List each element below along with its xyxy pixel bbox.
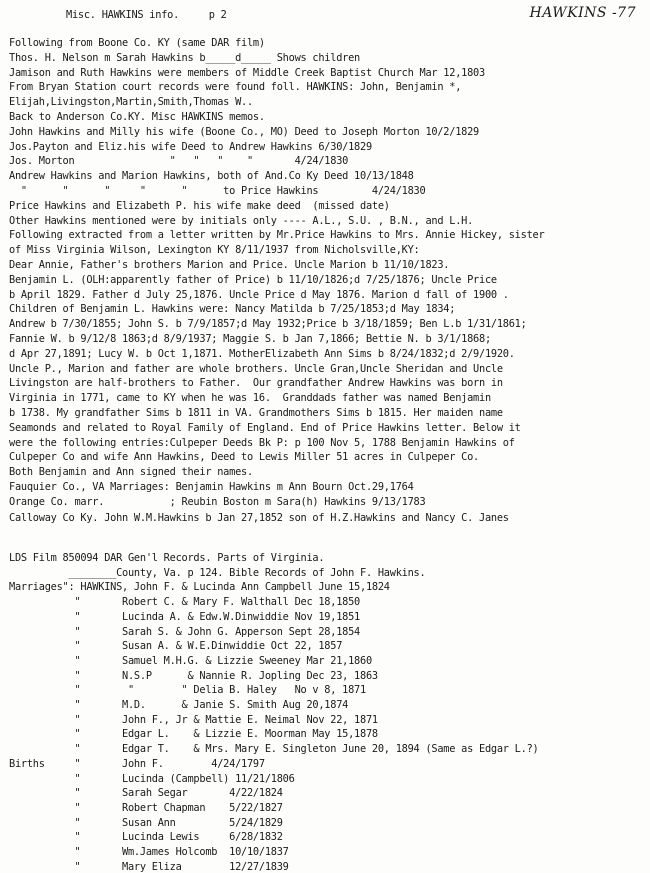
text-line: Dear Annie, Father's brothers Marion and Price. Uncle Marion b 11/10/1823.	[9, 259, 450, 271]
record-line: " Mary Eliza 12/27/1839	[9, 860, 289, 873]
text-line: Andrew Hawkins and Marion Hawkins, both of And.Co Ky Deed 10/13/1848	[9, 170, 414, 183]
record-line: " " " Delia B. Haley No v 8, 1871	[9, 684, 366, 697]
text-line: Thos. H. Nelson m Sarah Hawkins b_____d_____ Shows children	[9, 51, 361, 64]
text-line: Livingston are half-brothers to Father. Our grandfather Andrew Hawkins was born in	[9, 377, 503, 390]
record-line: LDS Film 850094 DAR Gen'l Records. Parts of Virginia.	[9, 552, 325, 564]
record-line: " Lucinda Lewis 6/28/1832	[9, 831, 283, 844]
record-line: " Edgar L. & Lizzie E. Moorman May 15,1878	[9, 728, 378, 741]
text-line: Andrew b 7/30/1855; John S. b 7/9/1857;d May 1932;Price b 3/18/1859; Ben L.b 1/31/1861;	[9, 318, 527, 331]
text-line: Jos.Payton and Eliz.his wife Deed to Andrew Hawkins 6/30/1829	[9, 140, 372, 153]
text-line: Children of Benjamin L. Hawkins were: Nancy Matilda b 7/25/1853;d May 1834;	[9, 303, 456, 316]
record-line: " Lucinda (Campbell) 11/21/1806	[9, 772, 295, 785]
text-line: Seamonds and related to Royal Family of England. End of Price Hawkins letter. Below it	[9, 421, 521, 434]
text-line: Other Hawkins mentioned were by initials only ---- A.L., S.U. , B.N., and L.H.	[9, 214, 474, 227]
text-line: Fauquier Co., VA Marriages: Benjamin Hawkins m Ann Bourn Oct.29,1764	[9, 481, 414, 493]
page-header: Misc. HAWKINS info. p 2	[66, 9, 227, 21]
text-line: " " " " " to Price Hawkins 4/24/1830	[9, 185, 426, 197]
text-line: Culpeper Co and wife Ann Hawkins, Deed to Lewis Miller 51 acres in Culpeper Co.	[9, 451, 479, 464]
text-line: Orange Co. marr. ; Reubin Boston m Sara(h) Hawkins 9/13/1783	[9, 495, 426, 508]
text-line: of Miss Virginia Wilson, Lexington KY 8/11/1937 from Nicholsville,KY:	[9, 244, 420, 257]
record-line: " Susan A. & W.E.Dinwiddie Oct 22, 1857	[9, 640, 343, 653]
record-line: Births " John F. 4/24/1797	[9, 757, 265, 770]
record-line: " John F., Jr & Mattie E. Neimal Nov 22, 1871	[9, 713, 378, 726]
text-line: b 1738. My grandfather Sims b 1811 in VA. Grandmothers Sims b 1815. Her maiden name	[9, 407, 503, 419]
record-line: " Sarah Segar 4/22/1824	[9, 787, 283, 800]
record-line: " Susan Ann 5/24/1829	[9, 816, 283, 829]
text-line: b April 1829. Father d July 25,1876. Uncle Price d May 1876. Marion d fall of 1900 .	[9, 288, 509, 301]
text-line: Virginia in 1771, came to KY when he was 16. Granddads father was named Benjamin	[9, 392, 491, 405]
text-line: Uncle P., Marion and father are whole brothers. Uncle Gran,Uncle Sheridan and Uncle	[9, 362, 503, 375]
record-line: ________County, Va. p 124. Bible Records of John F. Hawkins.	[9, 566, 426, 579]
record-line: " Lucinda A. & Edw.W.Dinwiddie Nov 19,1851	[9, 610, 361, 623]
text-line: Jos. Morton " " " " 4/24/1830	[9, 155, 349, 168]
record-line: " Edgar T. & Mrs. Mary E. Singleton June 20, 1894 (Same as Edgar L.?)	[9, 743, 539, 756]
record-line: " Robert Chapman 5/22/1827	[9, 801, 283, 814]
text-line: John Hawkins and Milly his wife (Boone Co., MO) Deed to Joseph Morton 10/2/1829	[9, 125, 479, 138]
text-line: Benjamin L. (OLH:apparently father of Price) b 11/10/1826;d 7/25/1876; Uncle Price	[9, 273, 497, 286]
record-line: " N.S.P & Nannie R. Jopling Dec 23, 1863	[9, 669, 378, 682]
text-line: Jamison and Ruth Hawkins were members of Middle Creek Baptist Church Mar 12,1803	[9, 66, 485, 79]
text-line: Following from Boone Co. KY (same DAR film)	[9, 37, 265, 49]
record-line: " Robert C. & Mary F. Walthall Dec 18,1850	[9, 596, 361, 609]
text-line: Back to Anderson Co.KY. Misc HAWKINS memos.	[9, 111, 265, 123]
text-line: d Apr 27,1891; Lucy W. b Oct 1,1871. MotherElizabeth Ann Sims b 8/24/1832;d 2/9/1920.	[9, 347, 515, 360]
text-line: Both Benjamin and Ann signed their names.	[9, 466, 253, 479]
text-line: Fannie W. b 9/12/8 1863;d 8/9/1937; Maggie S. b Jan 7,1866; Bettie N. b 3/1/1868;	[9, 333, 491, 345]
record-line: Marriages": HAWKINS, John F. & Lucinda Ann Campbell June 15,1824	[9, 581, 390, 594]
record-line: " Wm.James Holcomb 10/10/1837	[9, 846, 289, 858]
text-line: Price Hawkins and Elizabeth P. his wife make deed (missed date)	[9, 199, 390, 212]
text-line: were the following entries:Culpeper Deeds Bk P: p 100 Nov 5, 1788 Benjamin Hawkins of	[9, 436, 515, 449]
text-line: Elijah,Livingston,Martin,Smith,Thomas W..	[9, 96, 253, 109]
text-line: Following extracted from a letter written by Mr.Price Hawkins to Mrs. Annie Hickey, sister	[9, 229, 545, 242]
handwritten-page-label: HAWKINS -77	[529, 5, 636, 21]
record-line: " Samuel M.H.G. & Lizzie Sweeney Mar 21,1860	[9, 654, 372, 667]
calloway-line: Calloway Co Ky. John W.M.Hawkins b Jan 27,1852 son of H.Z.Hawkins and Nancy C. Janes	[9, 512, 509, 524]
text-line: From Bryan Station court records were found foll. HAWKINS: John, Benjamin *,	[9, 81, 462, 94]
record-line: " Sarah S. & John G. Apperson Sept 28,1854	[9, 625, 361, 638]
record-line: " M.D. & Janie S. Smith Aug 20,1874	[9, 699, 349, 711]
